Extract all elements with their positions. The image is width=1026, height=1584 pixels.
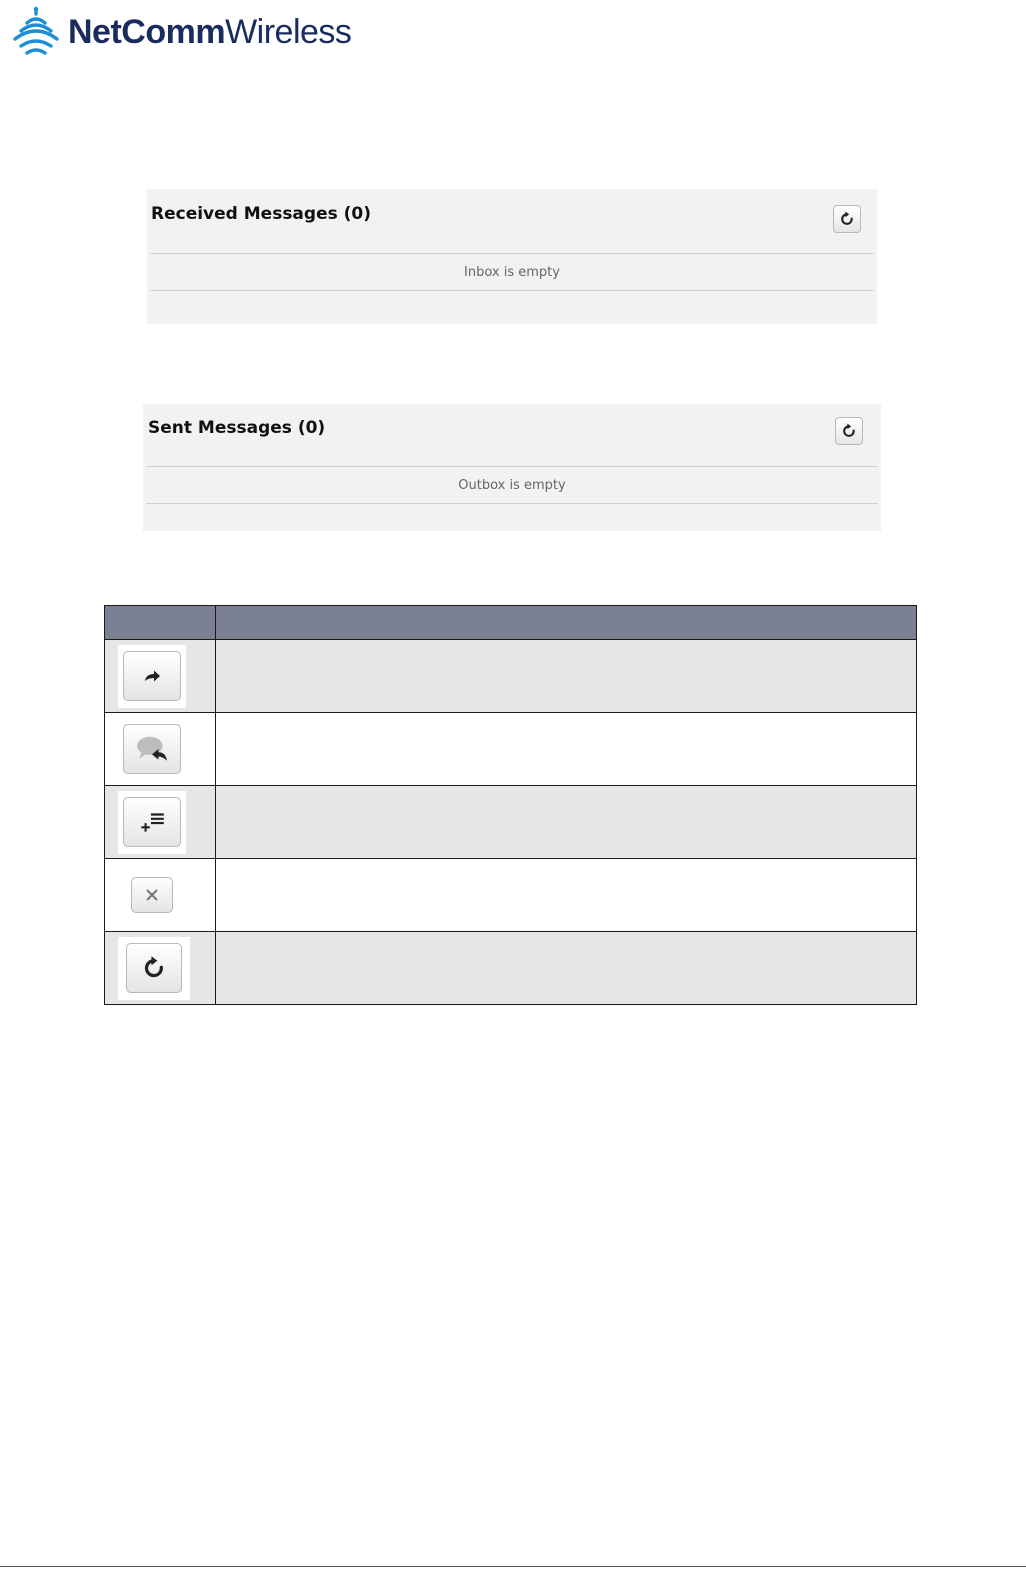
- sent-divider-bottom: [146, 503, 878, 504]
- forward-icon-frame: [118, 645, 186, 708]
- received-divider-top: [150, 253, 874, 254]
- outbox-empty-text: Outbox is empty: [458, 478, 566, 493]
- sent-messages-panel: [143, 404, 881, 531]
- forward-button[interactable]: [123, 651, 181, 701]
- legend-row-refresh: [105, 932, 917, 1005]
- forward-icon: [142, 666, 162, 686]
- netcomm-logo: [10, 6, 351, 58]
- legend-description-cell: [216, 932, 917, 1005]
- received-messages-title: Received Messages (0): [151, 204, 372, 224]
- refresh-icon-frame: [118, 937, 190, 1000]
- refresh-button[interactable]: [126, 943, 182, 993]
- refresh-icon: [840, 422, 858, 440]
- legend-description-cell: [216, 640, 917, 713]
- legend-icon-cell: [105, 713, 216, 786]
- page-footer-divider: [0, 1566, 1026, 1567]
- wifi-tower-logo-icon: [10, 6, 62, 58]
- legend-icon-cell: [105, 859, 216, 932]
- refresh-icon: [140, 954, 168, 982]
- logo-text-bold: NetComm: [68, 13, 226, 51]
- add-to-list-icon-frame: [118, 791, 186, 854]
- legend-header-row: [105, 606, 917, 640]
- add-to-list-icon: [137, 809, 167, 835]
- add-to-list-button[interactable]: [123, 797, 181, 847]
- legend-icon-cell: [105, 932, 216, 1005]
- delete-icon-frame: [118, 864, 186, 927]
- legend-row-delete: [105, 859, 917, 932]
- legend-description-cell: [216, 786, 917, 859]
- refresh-icon: [838, 210, 856, 228]
- reply-icon-frame: [118, 718, 186, 781]
- legend-description-cell: [216, 859, 917, 932]
- received-refresh-button[interactable]: [833, 205, 861, 233]
- received-messages-panel: [147, 189, 877, 324]
- reply-button[interactable]: [123, 724, 181, 774]
- logo-wordmark: [68, 15, 351, 49]
- legend-icon-cell: [105, 640, 216, 713]
- delete-button[interactable]: [131, 877, 173, 913]
- legend-description-cell: [216, 713, 917, 786]
- inbox-empty-text: Inbox is empty: [464, 265, 560, 280]
- legend-row-reply: [105, 713, 917, 786]
- legend-header-icon: [105, 606, 216, 640]
- sent-refresh-button[interactable]: [835, 417, 863, 445]
- delete-icon: [145, 888, 159, 902]
- legend-row-forward: [105, 640, 917, 713]
- logo-text-light: Wireless: [225, 13, 352, 51]
- legend-row-add-to-list: [105, 786, 917, 859]
- icon-legend-table: [104, 605, 917, 1005]
- received-divider-bottom: [150, 290, 874, 291]
- sent-messages-title: Sent Messages (0): [148, 418, 326, 438]
- reply-icon: [135, 734, 169, 764]
- legend-header-description: [216, 606, 917, 640]
- sent-divider-top: [146, 466, 878, 467]
- legend-icon-cell: [105, 786, 216, 859]
